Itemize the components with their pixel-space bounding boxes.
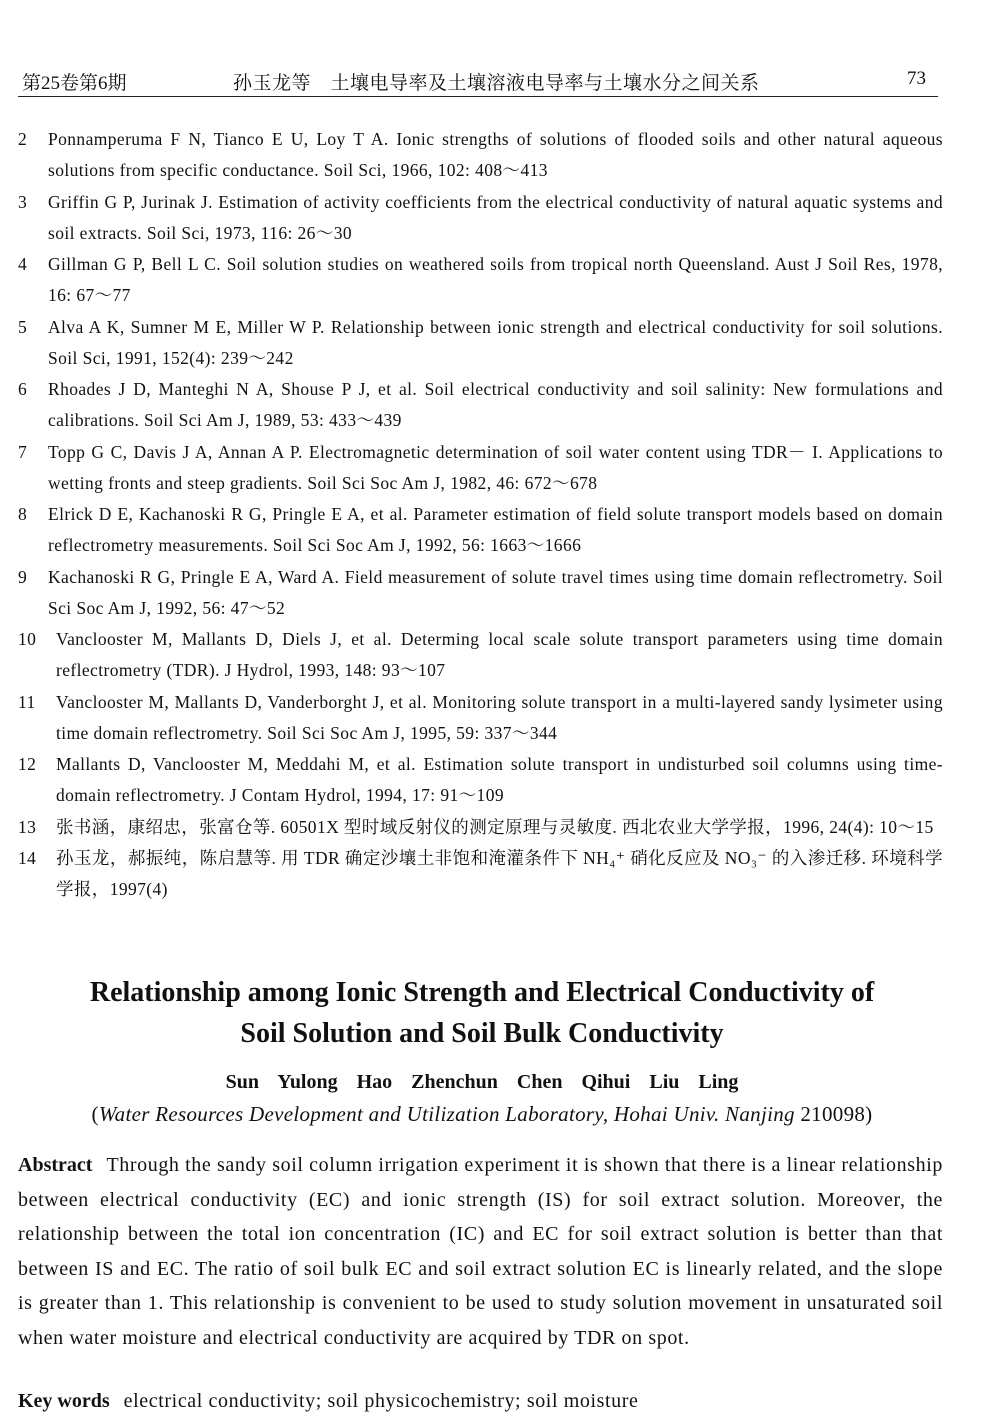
abstract-label: Abstract — [18, 1154, 93, 1176]
reference-item — [18, 124, 943, 186]
reference-item — [18, 562, 943, 624]
reference-number: 7 — [18, 441, 28, 462]
page-number: 73 — [907, 68, 926, 89]
reference-text: Vanclooster M, Mallants D, Vanderborght J, et al. Monitoring solute transport in a multi-layered sandy lysimeter using time domain reflectrometry. Soil Sci Soc Am J, 1995, 59: 337～344 — [56, 691, 943, 743]
reference-number: 8 — [18, 504, 28, 524]
reference-number: 13 — [18, 816, 37, 837]
reference-number: 12 — [18, 754, 37, 774]
reference-item — [18, 312, 943, 374]
reference-item — [18, 437, 943, 499]
running-header — [18, 66, 938, 97]
abstract-text: Through the sandy soil column irrigation experiment it is shown that there is a linear relationship between electrical conductivity (EC) and ionic strength (IS) for soil extract solution. Moreover, the relationship between the total ion concentration (IC) and EC for soil extract solution is better than that between IS and EC. The ratio of soil bulk EC and soil extract solution EC is linearly related, and the slope is greater than 1. This relationship is convenient to be used to study solution movement in unsaturated soil when water moisture and electrical conductivity are acquired by TDR on spot. — [18, 1154, 943, 1349]
reference-text: Topp G C, Davis J A, Annan A P. Electromagnetic determination of soil water content using TDR－ I. Applications to wetting fronts and steep gradients. Soil Sci Soc Am J, 1982, 46: 672～678 — [48, 441, 943, 493]
reference-item — [18, 749, 943, 811]
reference-number: 10 — [18, 629, 37, 649]
reference-item — [18, 624, 943, 686]
author-list: Sun Yulong Hao Zhenchun Chen Qihui Liu Ling — [225, 1071, 739, 1093]
title-line: Soil Solution and Soil Bulk Conductivity — [240, 1018, 724, 1049]
reference-number: 9 — [18, 566, 28, 587]
running-title: 孙玉龙等 土壤电导率及土壤溶液电导率与土壤水分之间关系 — [233, 73, 760, 94]
affiliation-open: ( — [91, 1102, 99, 1126]
affiliation-code: 210098) — [794, 1102, 873, 1126]
keywords-label: Key words — [18, 1390, 110, 1412]
reference-text: Rhoades J D, Manteghi N A, Shouse P J, et al. Soil electrical conductivity and soil salinity: New formulations and calibrations. Soil Sci Am J, 1989, 53: 433～439 — [48, 379, 943, 430]
reference-number: 2 — [18, 129, 28, 149]
abstract — [18, 1148, 943, 1356]
reference-text: Kachanoski R G, Pringle E A, Ward A. Field measurement of solute travel times using time domain reflectrometry. Soil Sci Soc Am J, 1992, 56: 47～52 — [48, 566, 943, 618]
reference-number: 6 — [18, 379, 28, 399]
title-line: Relationship among Ionic Strength and Electrical Conductivity of — [89, 977, 875, 1008]
reference-item — [18, 374, 943, 436]
reference-text: Mallants D, Vanclooster M, Meddahi M, et al. Estimation solute transport in undisturbed soil columns using time-domain reflectrometry. J Contam Hydrol, 1994, 17: 91～109 — [56, 754, 943, 805]
reference-list — [18, 124, 943, 905]
reference-text: Ponnamperuma F N, Tianco E U, Loy T A. Ionic strengths of solutions of flooded soils and other natural aqueous solutions from specific conductance. Soil Sci, 1966, 102: 408～413 — [48, 129, 943, 180]
reference-item — [18, 812, 943, 843]
reference-text: Gillman G P, Bell L C. Soil solution studies on weathered soils from tropical north Queensland. Aust J Soil Res, 1978, 16: 67～77 — [48, 254, 943, 305]
keywords — [18, 1390, 943, 1413]
reference-number: 11 — [18, 691, 36, 712]
reference-text: Elrick D E, Kachanoski R G, Pringle E A, et al. Parameter estimation of field solute transport models based on domain reflectrometry measurements. Soil Sci Soc Am J, 1992, 56: 1663～1666 — [48, 504, 943, 555]
keywords-text: electrical conductivity; soil physicochemistry; soil moisture — [123, 1390, 639, 1412]
reference-item — [18, 843, 943, 905]
reference-text: 张书涵，康绍忠，张富仓等. 60501X 型时域反射仪的测定原理与灵敏度. 西北农业大学学报，1996, 24(4): 10～15 — [56, 816, 934, 837]
reference-number: 4 — [18, 254, 28, 274]
affiliation — [0, 1102, 964, 1127]
reference-number: 14 — [18, 848, 37, 868]
reference-number: 3 — [18, 191, 28, 212]
reference-item — [18, 687, 943, 749]
reference-text: Alva A K, Sumner M E, Miller W P. Relationship between ionic strength and electrical conductivity for soil solutions. Soil Sci, 1991, 152(4): 239～242 — [48, 316, 943, 368]
volume-issue: 第25卷第6期 — [22, 73, 127, 94]
reference-item — [18, 249, 943, 311]
reference-text: Griffin G P, Jurinak J. Estimation of activity coefficients from the electrical conductivity of natural aquatic systems and soil extracts. Soil Sci, 1973, 116: 26～30 — [48, 191, 943, 243]
reference-item — [18, 187, 943, 249]
reference-text: 孙玉龙，郝振纯，陈启慧等. 用 TDR 确定沙壤土非饱和淹灌条件下 NH₄⁺ 硝化反应及 NO₃⁻ 的入渗迁移. 环境科学学报，1997(4) — [56, 848, 943, 899]
affiliation-org: Water Resources Development and Utilization Laboratory, Hohai Univ. Nanjing — [98, 1102, 795, 1126]
paper-title — [0, 972, 964, 1054]
reference-number: 5 — [18, 316, 28, 337]
reference-item — [18, 499, 943, 561]
reference-text: Vanclooster M, Mallants D, Diels J, et al. Determing local scale solute transport parameters using time domain reflectrometry (TDR). J Hydrol, 1993, 148: 93～107 — [56, 629, 943, 680]
